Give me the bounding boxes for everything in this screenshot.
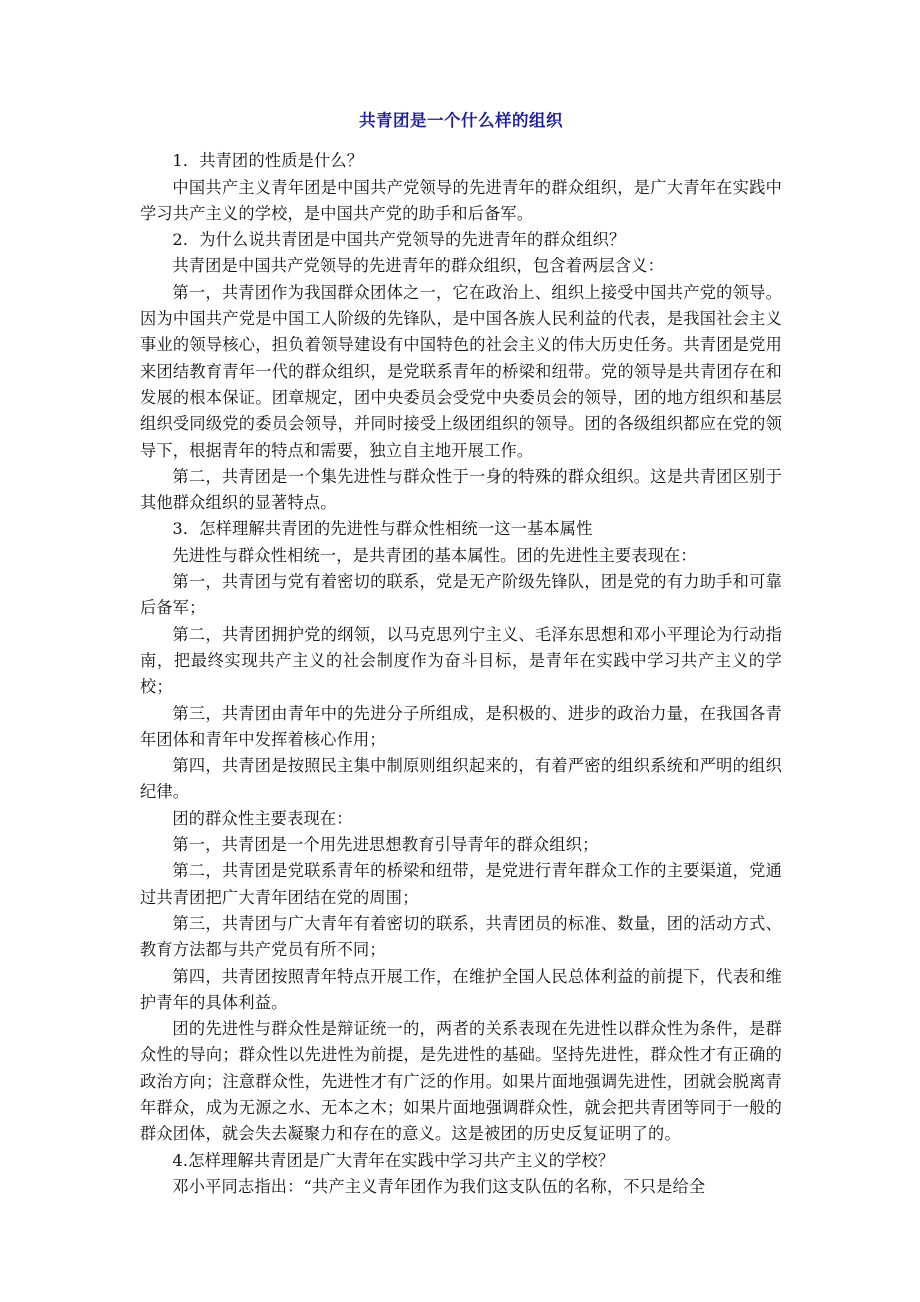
body-paragraph: 第二，共青团拥护党的纲领，以马克思列宁主义、毛泽东思想和邓小平理论为行动指南，把最终实现共产主义的社会制度作为奋斗目标，是青年在实践中学习共产主义的学校； (140, 624, 782, 697)
body-paragraph: 第四，共青团按照青年特点开展工作，在维护全国人民总体利益的前提下，代表和维护青年的具体利益。 (140, 966, 782, 1012)
document-page (140, 108, 782, 1200)
question-1-heading: 1．共青团的性质是什么？ (172, 151, 364, 171)
body-paragraph: 邓小平同志指出：“共产主义青年团作为我们这支队伍的名称，不只是给全 (172, 1176, 706, 1196)
body-paragraph: 第一，共青团作为我国群众团体之一，它在政治上、组织上接受中国共产党的领导。因为中国共产党是中国工人阶级的先锋队，是中国各族人民利益的代表，是我国社会主义事业的领导核心，担负着领导建设有中国特色的社会主义的伟大历史任务。共青团是党用来团结教育青年一代的群众组织，是党联系青年的桥梁和纽带。党的领导是共青团存在和发展的根本保证。团章规定，团中央委员会受党中央委员会的领导，团的地方组织和基层组织受同级党的委员会领导，并同时接受上级团组织的领导。团的各级组织都应在党的领导下，根据青年的特点和需要，独立自主地开展工作。 (140, 282, 782, 460)
document-body (140, 148, 782, 1200)
document-title: 共青团是一个什么样的组织 (359, 111, 563, 130)
question-2-heading: 2．为什么说共青团是中国共产党领导的先进青年的群众组织？ (172, 230, 626, 250)
body-paragraph: 团的群众性主要表现在： (172, 808, 353, 828)
body-paragraph: 第一，共青团与党有着密切的联系，党是无产阶级先锋队，团是党的有力助手和可靠后备军； (140, 572, 782, 618)
question-3-heading: 3．怎样理解共青团的先进性与群众性相统一这一基本属性 (172, 519, 593, 539)
body-paragraph: 团的先进性与群众性是辩证统一的，两者的关系表现在先进性以群众性为条件，是群众性的导向；群众性以先进性为前提，是先进性的基础。坚持先进性，群众性才有正确的政治方向；注意群众性，先进性才有广泛的作用。如果片面地强调先进性，团就会脱离青年群众，成为无源之水、无本之木；如果片面地强调群众性，就会把共青团等同于一般的群众团体，就会失去凝聚力和存在的意义。这是被团的历史反复证明了的。 (140, 1019, 782, 1144)
body-paragraph: 第一，共青团是一个用先进思想教育引导青年的群众组织； (172, 835, 599, 855)
body-paragraph: 中国共产主义青年团是中国共产党领导的先进青年的群众组织，是广大青年在实践中学习共产主义的学校，是中国共产党的助手和后备军。 (140, 177, 782, 223)
body-paragraph: 先进性与群众性相统一，是共青团的基本属性。团的先进性主要表现在： (172, 545, 697, 565)
question-4-heading: 4.怎样理解共青团是广大青年在实践中学习共产主义的学校？ (172, 1150, 615, 1170)
body-paragraph: 第四，共青团是按照民主集中制原则组织起来的，有着严密的组织系统和严明的组织纪律。 (140, 756, 782, 802)
body-paragraph: 第三，共青团与广大青年有着密切的联系，共青团员的标准、数量，团的活动方式、教育方法都与共产党员有所不同； (140, 913, 782, 960)
body-paragraph: 第三，共青团由青年中的先进分子所组成，是积极的、进步的政治力量，在我国各青年团体和青年中发挥着核心作用； (140, 703, 782, 749)
body-paragraph: 第二，共青团是党联系青年的桥梁和纽带，是党进行青年群众工作的主要渠道，党通过共青团把广大青年团结在党的周围； (140, 861, 782, 907)
body-paragraph: 共青团是中国共产党领导的先进青年的群众组织，包含着两层含义： (172, 256, 665, 276)
body-paragraph: 第二，共青团是一个集先进性与群众性于一身的特殊的群众组织。这是共青团区别于其他群众组织的显著特点。 (140, 466, 782, 513)
